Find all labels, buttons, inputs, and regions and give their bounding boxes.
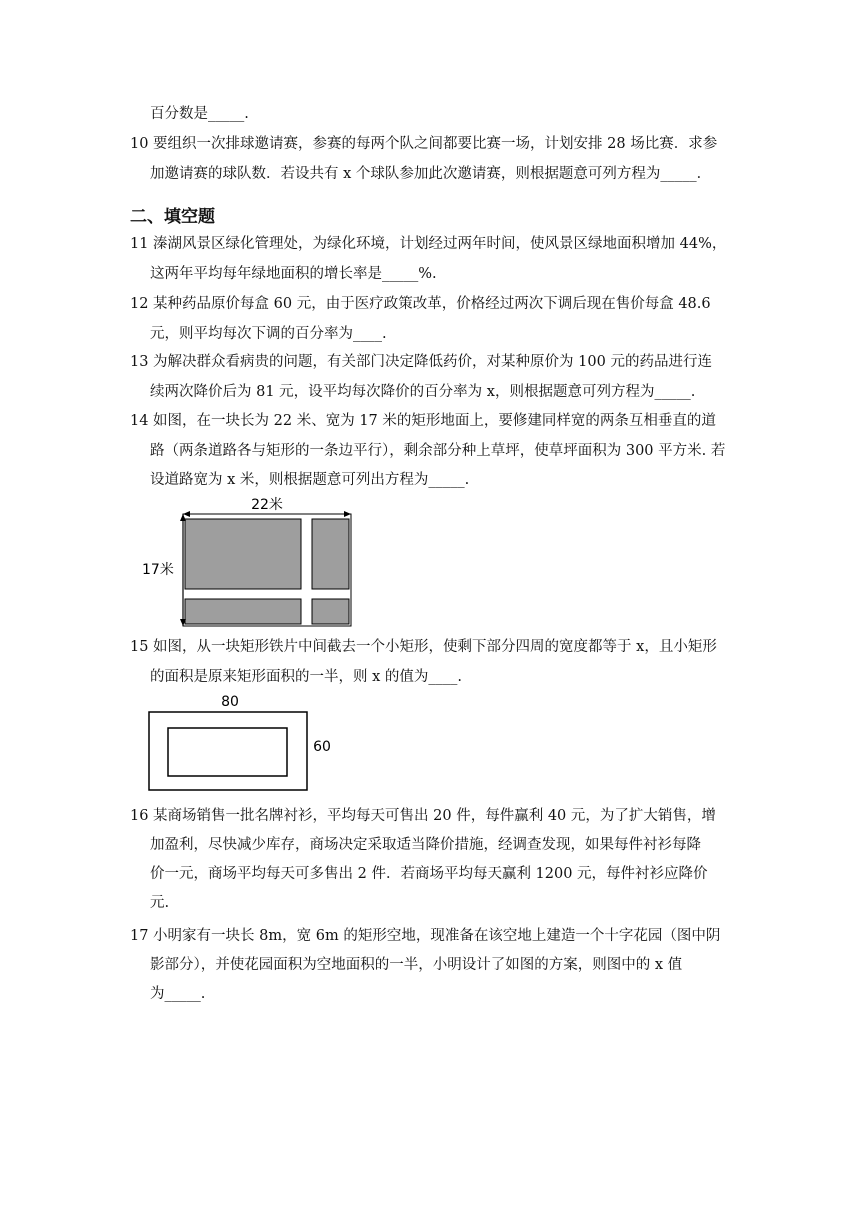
q14-line-3: 设道路宽为 x 米，则根据题意可列出方程为_____. — [150, 472, 470, 488]
q17-line-3: 为_____. — [150, 986, 206, 1002]
grass-bottom-left — [185, 599, 301, 624]
q14-line-1: 14 如图，在一块长为 22 米、宽为 17 米的矩形地面上，要修建同样宽的两条互相垂直的道 — [130, 413, 716, 429]
q17-line-1: 17 小明家有一块长 8m，宽 6m 的矩形空地，现准备在该空地上建造一个十字花园（图中阴 — [130, 928, 721, 944]
inner-rectangle — [168, 728, 287, 776]
width-label: 22米 — [251, 497, 283, 513]
q14-road-diagram — [140, 492, 360, 632]
q15-sheet-diagram — [140, 690, 340, 794]
grass-top-right — [312, 519, 349, 589]
height-label: 17米 — [142, 562, 174, 578]
section-title: 二、填空题 — [130, 207, 215, 227]
q10-line-1: 10 要组织一次排球邀请赛，参赛的每两个队之间都要比赛一场，计划安排 28 场比赛．求参 — [130, 136, 718, 152]
q11-line-2: 这两年平均每年绿地面积的增长率是_____%. — [150, 266, 437, 282]
q9-tail: 百分数是_____. — [150, 106, 249, 122]
q14-line-2: 路（两条道路各与矩形的一条边平行），剩余部分种上草坪，使草坪面积为 300 平方米. 若 — [150, 443, 726, 459]
width-label: 80 — [221, 694, 239, 710]
q15-line-2: 的面积是原来矩形面积的一半，则 x 的值为____. — [150, 669, 463, 685]
q17-line-2: 影部分），并使花园面积为空地面积的一半，小明设计了如图的方案，则图中的 x 值 — [150, 957, 683, 973]
q15-line-1: 15 如图，从一块矩形铁片中间截去一个小矩形，使剩下部分四周的宽度都等于 x，且小矩形 — [130, 639, 717, 655]
q16-line-2: 加盈利，尽快减少库存，商场决定采取适当降价措施，经调查发现，如果每件衬衫每降 — [150, 837, 701, 853]
q16-line-4: 元. — [150, 895, 170, 911]
q16-line-3: 价一元，商场平均每天可多售出 2 件．若商场平均每天赢利 1200 元，每件衬衫应降价 — [150, 866, 708, 882]
q11-line-1: 11 溱湖风景区绿化管理处，为绿化环境，计划经过两年时间，使风景区绿地面积增加 44%， — [130, 236, 727, 252]
q10-line-2: 加邀请赛的球队数．若设共有 x 个球队参加此次邀请赛，则根据题意可列方程为_____． — [150, 166, 712, 182]
grass-bottom-right — [312, 599, 349, 624]
height-label: 60 — [313, 739, 331, 755]
q13-line-2: 续两次降价后为 81 元，设平均每次降价的百分率为 x，则根据题意可列方程为_____. — [150, 384, 696, 400]
q12-line-1: 12 某种药品原价每盒 60 元，由于医疗政策改革，价格经过两次下调后现在售价每盒 48.6 — [130, 296, 711, 312]
grass-top-left — [185, 519, 301, 589]
q16-line-1: 16 某商场销售一批名牌衬衫，平均每天可售出 20 件，每件赢利 40 元，为了扩大销售，增 — [130, 808, 716, 824]
q13-line-1: 13 为解决群众看病贵的问题，有关部门决定降低药价，对某种原价为 100 元的药品进行连 — [130, 354, 712, 370]
q12-line-2: 元，则平均每次下调的百分率为____. — [150, 326, 387, 342]
